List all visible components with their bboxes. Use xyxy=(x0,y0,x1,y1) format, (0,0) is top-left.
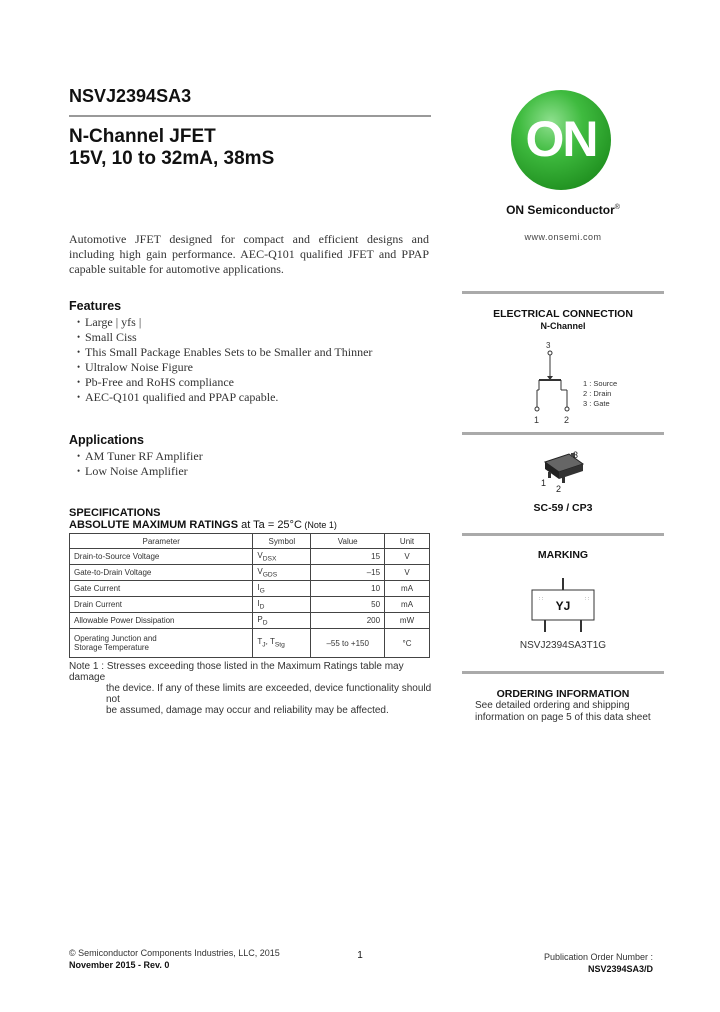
note-text: be assumed, damage may occur and reliability may be affected. xyxy=(106,705,389,716)
applications-list xyxy=(77,449,437,479)
pin1-label: 1 xyxy=(534,415,540,425)
col-symbol: Symbol xyxy=(253,534,311,549)
cell-value: 10 xyxy=(311,581,385,597)
table-row xyxy=(70,581,430,597)
marking-heading: MARKING xyxy=(537,549,589,561)
ordering-line: information on page 5 of this data sheet xyxy=(475,712,651,723)
publication-number: NSV2394SA3/D xyxy=(587,964,653,974)
cell-parameter: Allowable Power Dissipation xyxy=(70,613,253,629)
abs-max-ratings-title xyxy=(69,519,337,531)
part-number-title: NSVJ2394SA3 xyxy=(69,86,192,106)
package-label: SC-59 / CP3 xyxy=(533,502,593,514)
table-header-row xyxy=(70,534,430,549)
cell-value: 200 xyxy=(311,613,385,629)
table-row xyxy=(70,613,430,629)
intro-paragraph: Automotive JFET designed for compact and efficient designs and including high gain performance. AEC-Q101 qualified JFET and PPAP capable suitable for automotive applications. xyxy=(69,232,429,276)
pin2-label: 2 xyxy=(564,415,570,425)
subtitle-line-1: N-Channel JFET xyxy=(69,126,216,147)
cell-symbol: $T_J$, $T_{Stg}$ xyxy=(253,629,311,658)
list-item: • This Small Package Enables Sets to be Smaller and Thinner xyxy=(77,345,437,360)
divider xyxy=(462,671,664,674)
lead xyxy=(562,477,565,483)
legend-item: 2 : Drain xyxy=(583,389,612,398)
cell-parameter: Drain Current xyxy=(70,597,253,613)
cell-unit: V xyxy=(385,549,430,565)
table-row xyxy=(70,549,430,565)
sc59-package-icon xyxy=(535,448,595,494)
page-number: 1 xyxy=(357,950,363,961)
divider xyxy=(462,533,664,536)
features-list xyxy=(77,315,437,405)
marking-diagram xyxy=(523,578,603,634)
logo-text: ON xyxy=(525,111,597,167)
cell-unit: V xyxy=(385,565,430,581)
ordering-heading: ORDERING INFORMATION xyxy=(496,688,630,700)
copyright: © Semiconductor Components Industries, LLC, 2015 xyxy=(69,948,280,958)
list-item: • Small Ciss xyxy=(77,330,437,345)
note-ref: (Note 1) xyxy=(301,520,337,530)
legend-item: 3 : Gate xyxy=(583,399,610,408)
cell-unit: mW xyxy=(385,613,430,629)
table-row xyxy=(70,597,430,613)
cell-parameter: Drain-to-Source Voltage xyxy=(70,549,253,565)
terminal-icon xyxy=(535,407,539,411)
pin-legend xyxy=(583,379,617,409)
product-subtitle xyxy=(69,126,274,170)
features-heading: Features xyxy=(69,299,122,313)
cell-parameter: Gate Current xyxy=(70,581,253,597)
list-item: • Ultralow Noise Figure xyxy=(77,360,437,375)
abs-max-label: ABSOLUTE MAXIMUM RATINGS xyxy=(69,519,239,531)
note-text: Stresses exceeding those listed in the Maximum Ratings table may damage xyxy=(69,661,404,683)
electrical-connection-heading: ELECTRICAL CONNECTION xyxy=(493,308,633,320)
ordering-line: See detailed ordering and shipping xyxy=(475,700,630,711)
cell-symbol: $V_{GDS}$ xyxy=(253,565,311,581)
cell-parameter: Gate-to-Drain Voltage xyxy=(70,565,253,581)
note-text: the device. If any of these limits are exceeded, device functionality should not xyxy=(106,683,432,705)
table-row xyxy=(70,629,430,658)
condition-label: at Ta = 25°C xyxy=(238,519,302,531)
col-value: Value xyxy=(311,534,385,549)
specifications-heading xyxy=(69,507,337,531)
cell-unit: mA xyxy=(385,581,430,597)
list-item: • AM Tuner RF Amplifier xyxy=(77,449,437,464)
dot-mark: : : xyxy=(539,596,544,602)
pkg-pin2-label: 2 xyxy=(556,484,562,494)
cell-value: –15 xyxy=(311,565,385,581)
pkg-pin1-label: 1 xyxy=(541,478,547,488)
terminal-icon xyxy=(548,351,552,355)
note-label: Note 1 : xyxy=(69,661,107,672)
ordering-info xyxy=(475,700,665,724)
cell-parameter: Operating Junction and Storage Temperature xyxy=(70,629,253,658)
cell-symbol: $P_D$ xyxy=(253,613,311,629)
cell-value: 15 xyxy=(311,549,385,565)
terminal-icon xyxy=(565,407,569,411)
applications-heading: Applications xyxy=(69,433,145,447)
dot-mark: : : xyxy=(585,596,590,602)
marking-code: YJ xyxy=(555,599,571,613)
marking-part-number: NSVJ2394SA3T1G xyxy=(519,640,607,651)
n-channel-label: N-Channel xyxy=(540,321,586,331)
publication-label: Publication Order Number : xyxy=(543,952,653,962)
brand-name: ON Semiconductor® xyxy=(506,203,620,217)
cell-symbol: $I_D$ xyxy=(253,597,311,613)
col-unit: Unit xyxy=(385,534,430,549)
list-item: • AEC-Q101 qualified and PPAP capable. xyxy=(77,390,437,405)
cell-value: –55 to +150 xyxy=(311,629,385,658)
table-row xyxy=(70,565,430,581)
legend-item: 1 : Source xyxy=(583,379,618,388)
website-link[interactable]: www.onsemi.com xyxy=(524,232,602,242)
revision-date: November 2015 - Rev. 0 xyxy=(69,960,170,970)
specifications-title: SPECIFICATIONS xyxy=(69,507,161,519)
col-parameter: Parameter xyxy=(70,534,253,549)
lead xyxy=(548,472,551,478)
note-1 xyxy=(69,661,434,716)
pkg-pin3-label: 3 xyxy=(573,450,579,460)
cell-symbol: $I_G$ xyxy=(253,581,311,597)
cell-unit: °C xyxy=(385,629,430,658)
ratings-table xyxy=(69,533,430,658)
cell-value: 50 xyxy=(311,597,385,613)
list-item: • Pb-Free and RoHS compliance xyxy=(77,375,437,390)
subtitle-line-2: 15V, 10 to 32mA, 38mS xyxy=(69,148,275,169)
divider xyxy=(462,291,664,294)
cell-unit: mA xyxy=(385,597,430,613)
list-item: • Low Noise Amplifier xyxy=(77,464,437,479)
list-item: • Large | yfs | xyxy=(77,315,437,330)
divider xyxy=(462,432,664,435)
pin3-label: 3 xyxy=(546,341,551,350)
cell-symbol: $V_{DSX}$ xyxy=(253,549,311,565)
title-rule xyxy=(69,115,431,117)
